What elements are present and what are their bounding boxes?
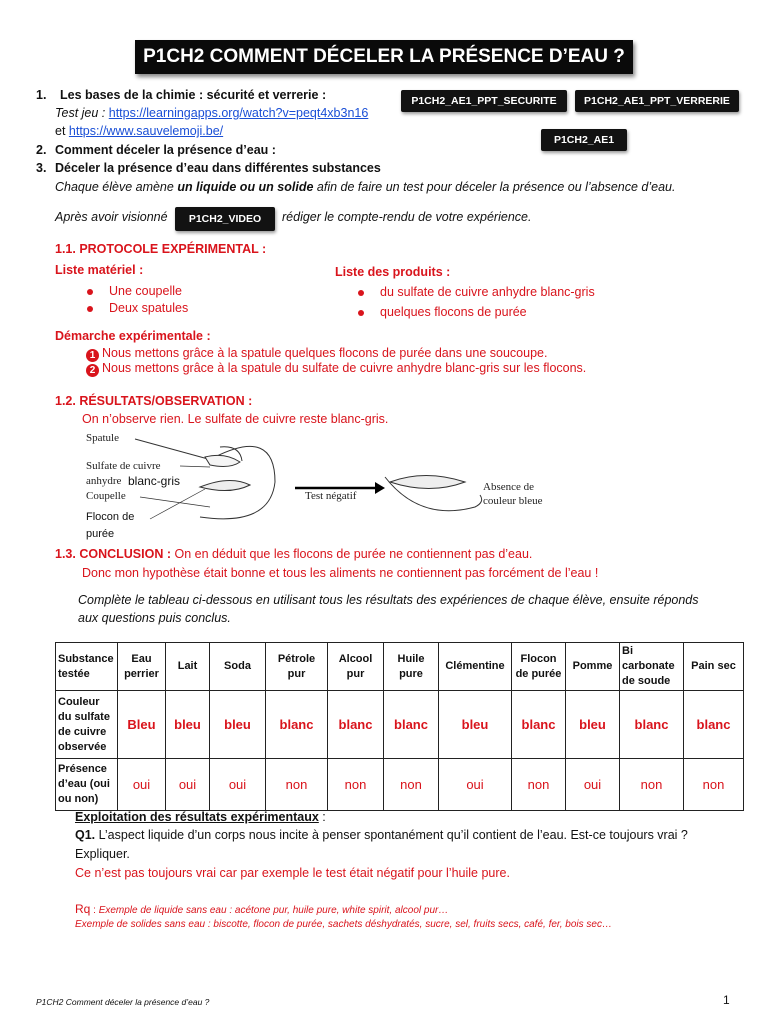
table-cell: non — [266, 759, 328, 811]
demarche-title: Démarche expérimentale : — [55, 329, 211, 343]
securite-ppt-button[interactable]: P1CH2_AE1_PPT_SECURITE — [401, 90, 567, 112]
produit-item-2-text: quelques flocons de purée — [380, 305, 527, 319]
produits-title: Liste des produits : — [335, 265, 451, 279]
label-sulfate-1: Sulfate de cuivre — [86, 460, 161, 472]
table-row-presence — [56, 759, 744, 811]
q1-label: Q1. — [75, 828, 96, 842]
label-test-negatif: Test négatif — [305, 490, 357, 502]
table-cell: oui — [566, 759, 620, 811]
sauvelemoji-link[interactable]: https://www.sauvelemoji.be/ — [68, 124, 224, 138]
instructions-line-1: Complète le tableau ci-dessous en utilisant tous les résultats des expériences de chaque élève, ensuite réponds — [78, 593, 699, 607]
table-header-cell: Pétrole pur — [266, 643, 328, 691]
produit-item-2 — [358, 305, 527, 319]
table-cell: blanc — [328, 691, 384, 759]
table-cell: bleu — [210, 691, 266, 759]
section-1-number: 1. — [36, 88, 47, 102]
after-video-text-a: Après avoir visionné — [55, 210, 168, 224]
conclusion-line-2: Donc mon hypothèse était bonne et tous les aliments ne contiennent pas forcément de l’eau ! — [82, 566, 599, 580]
label-flocon-1: Flocon de — [86, 511, 135, 523]
table-header-cell: Clémentine — [439, 643, 512, 691]
produit-item-1-text: du sulfate de cuivre anhydre blanc-gris — [380, 285, 595, 299]
q1-answer: Ce n’est pas toujours vrai car par exemple le test était négatif pour l’huile pure. — [75, 866, 510, 880]
table-corner-cell: Substance testée — [56, 643, 118, 691]
materiel-item-2 — [87, 301, 188, 315]
step-2-text: Nous mettons grâce à la spatule du sulfate de cuivre anhydre blanc-gris sur les flocons. — [102, 361, 587, 375]
table-cell: non — [328, 759, 384, 811]
ae1-button[interactable]: P1CH2_AE1 — [541, 129, 627, 151]
rq-colon: : — [90, 905, 99, 916]
table-cell: blanc — [620, 691, 684, 759]
table-header-row — [56, 643, 744, 691]
produit-item-1 — [358, 285, 595, 299]
table-cell: non — [620, 759, 684, 811]
intro-part-b: un liquide ou un solide — [177, 180, 314, 194]
label-flocon-2: purée — [86, 528, 115, 540]
table-cell: non — [384, 759, 439, 811]
table-cell: oui — [166, 759, 210, 811]
test-jeu-line — [55, 106, 368, 120]
step-1-text: Nous mettons grâce à la spatule quelques flocons de purée dans une soucoupe. — [102, 346, 548, 360]
q1-line — [75, 828, 755, 842]
table-cell: oui — [439, 759, 512, 811]
materiel-title: Liste matériel : — [55, 263, 144, 277]
table-cell: Bleu — [118, 691, 166, 759]
protocole-heading: 1.1. PROTOCOLE EXPÉRIMENTAL : — [55, 242, 267, 256]
section-1-heading: Les bases de la chimie : sécurité et verrerie : — [60, 88, 327, 102]
table-header-cell: Alcool pur — [328, 643, 384, 691]
table-cell: oui — [118, 759, 166, 811]
label-sulfate-2: anhydre — [86, 475, 122, 487]
table-row-couleur — [56, 691, 744, 759]
materiel-item-1-text: Une coupelle — [109, 284, 182, 298]
exploitation-heading: Exploitation des résultats expérimentaux — [75, 810, 319, 824]
after-video-text-b: rédiger le compte-rendu de votre expérience. — [282, 210, 532, 224]
step-number-1-icon: 1 — [86, 349, 99, 362]
page-number: 1 — [723, 993, 730, 1007]
intro-part-a: Chaque élève amène — [55, 180, 178, 194]
conclusion-line-1 — [55, 547, 532, 561]
materiel-item-1 — [87, 284, 182, 298]
bullet-icon — [87, 289, 93, 295]
footer-title: P1CH2 Comment déceler la présence d’eau ? — [36, 997, 210, 1007]
table-cell: bleu — [166, 691, 210, 759]
table-header-cell: Huile pure — [384, 643, 439, 691]
table-header-cell: Bi carbonate de soude — [620, 643, 684, 691]
table-header-cell: Pomme — [566, 643, 620, 691]
table-cell: non — [512, 759, 566, 811]
flocon-left-shape — [200, 480, 250, 490]
section-3-intro — [55, 180, 675, 194]
bullet-icon — [87, 306, 93, 312]
section-2-heading: Comment déceler la présence d’eau : — [55, 143, 276, 157]
intro-part-c: afin de faire un test pour déceler la présence ou l’absence d’eau. — [313, 180, 676, 194]
table-cell: blanc — [512, 691, 566, 759]
step-number-2-icon: 2 — [86, 364, 99, 377]
table-cell: bleu — [566, 691, 620, 759]
row-label-couleur: Couleur du sulfate de cuivre observée — [56, 691, 118, 759]
section-3-number: 3. — [36, 161, 47, 175]
label-spatule: Spatule — [86, 432, 119, 444]
table-header-cell: Flocon de purée — [512, 643, 566, 691]
section-2-number: 2. — [36, 143, 47, 157]
demarche-step-2 — [86, 361, 586, 377]
table-header-cell: Lait — [166, 643, 210, 691]
resultats-heading: 1.2. RÉSULTATS/OBSERVATION : — [55, 394, 253, 408]
rq-line-1 — [75, 902, 448, 916]
label-coupelle: Coupelle — [86, 490, 126, 502]
flocon-pointer — [150, 489, 205, 519]
bullet-icon — [358, 290, 364, 296]
exploitation-heading-line — [75, 810, 326, 824]
materiel-item-2-text: Deux spatules — [109, 301, 189, 315]
rq-text-1: Exemple de liquide sans eau : acétone pur, huile pure, white spirit, alcool pur… — [98, 905, 449, 916]
bullet-icon — [358, 310, 364, 316]
table-cell: oui — [210, 759, 266, 811]
conclusion-text-1: On en déduit que les flocons de purée ne contiennent pas d’eau. — [174, 547, 533, 561]
results-table — [55, 642, 744, 811]
spatule-tip-shape — [205, 455, 240, 466]
table-cell: non — [684, 759, 744, 811]
learningapps-link[interactable]: https://learningapps.org/watch?v=peqt4xb3n16 — [108, 106, 369, 120]
page-title: P1CH2 COMMENT DÉCELER LA PRÉSENCE D’EAU ? — [135, 40, 633, 74]
label-absence-1: Absence de — [483, 481, 535, 493]
demarche-step-1 — [86, 346, 547, 362]
sauvelemoji-line — [55, 124, 223, 138]
sulfate-pointer — [180, 466, 210, 467]
et-text: et — [55, 124, 69, 138]
verrerie-ppt-button[interactable]: P1CH2_AE1_PPT_VERRERIE — [575, 90, 739, 112]
table-cell: blanc — [384, 691, 439, 759]
label-blanc-gris: blanc-gris — [128, 474, 181, 488]
conclusion-heading: 1.3. CONCLUSION : — [55, 547, 175, 561]
table-cell: blanc — [684, 691, 744, 759]
instructions-line-2: aux questions puis conclus. — [78, 611, 231, 625]
arrow-head-icon — [375, 482, 385, 494]
table-header-cell: Soda — [210, 643, 266, 691]
table-header-cell: Pain sec — [684, 643, 744, 691]
label-absence-2: couleur bleue — [483, 495, 543, 507]
table-header-cell: Eau perrier — [118, 643, 166, 691]
flocon-right-shape — [390, 476, 465, 489]
table-cell: blanc — [266, 691, 328, 759]
q1-text: L’aspect liquide d’un corps nous incite à penser spontanément qu’il contient de l’eau. Est-ce toujours vrai ? — [95, 828, 688, 842]
q1-text-2: Expliquer. — [75, 847, 130, 861]
row-label-presence: Présence d’eau (oui ou non) — [56, 759, 118, 811]
table-cell: bleu — [439, 691, 512, 759]
section-3-heading: Déceler la présence d’eau dans différentes substances — [55, 161, 381, 175]
test-jeu-label: Test jeu : — [55, 106, 109, 120]
rq-line-2: Exemple de solides sans eau : biscotte, flocon de purée, sachets déshydratés, sucre, sel, fruits secs, café, fer, bois sec… — [75, 919, 612, 930]
exploitation-colon: : — [318, 810, 326, 824]
resultats-text: On n’observe rien. Le sulfate de cuivre reste blanc-gris. — [82, 412, 389, 426]
video-button[interactable]: P1CH2_VIDEO — [175, 207, 275, 231]
rq-label: Rq — [75, 902, 91, 916]
